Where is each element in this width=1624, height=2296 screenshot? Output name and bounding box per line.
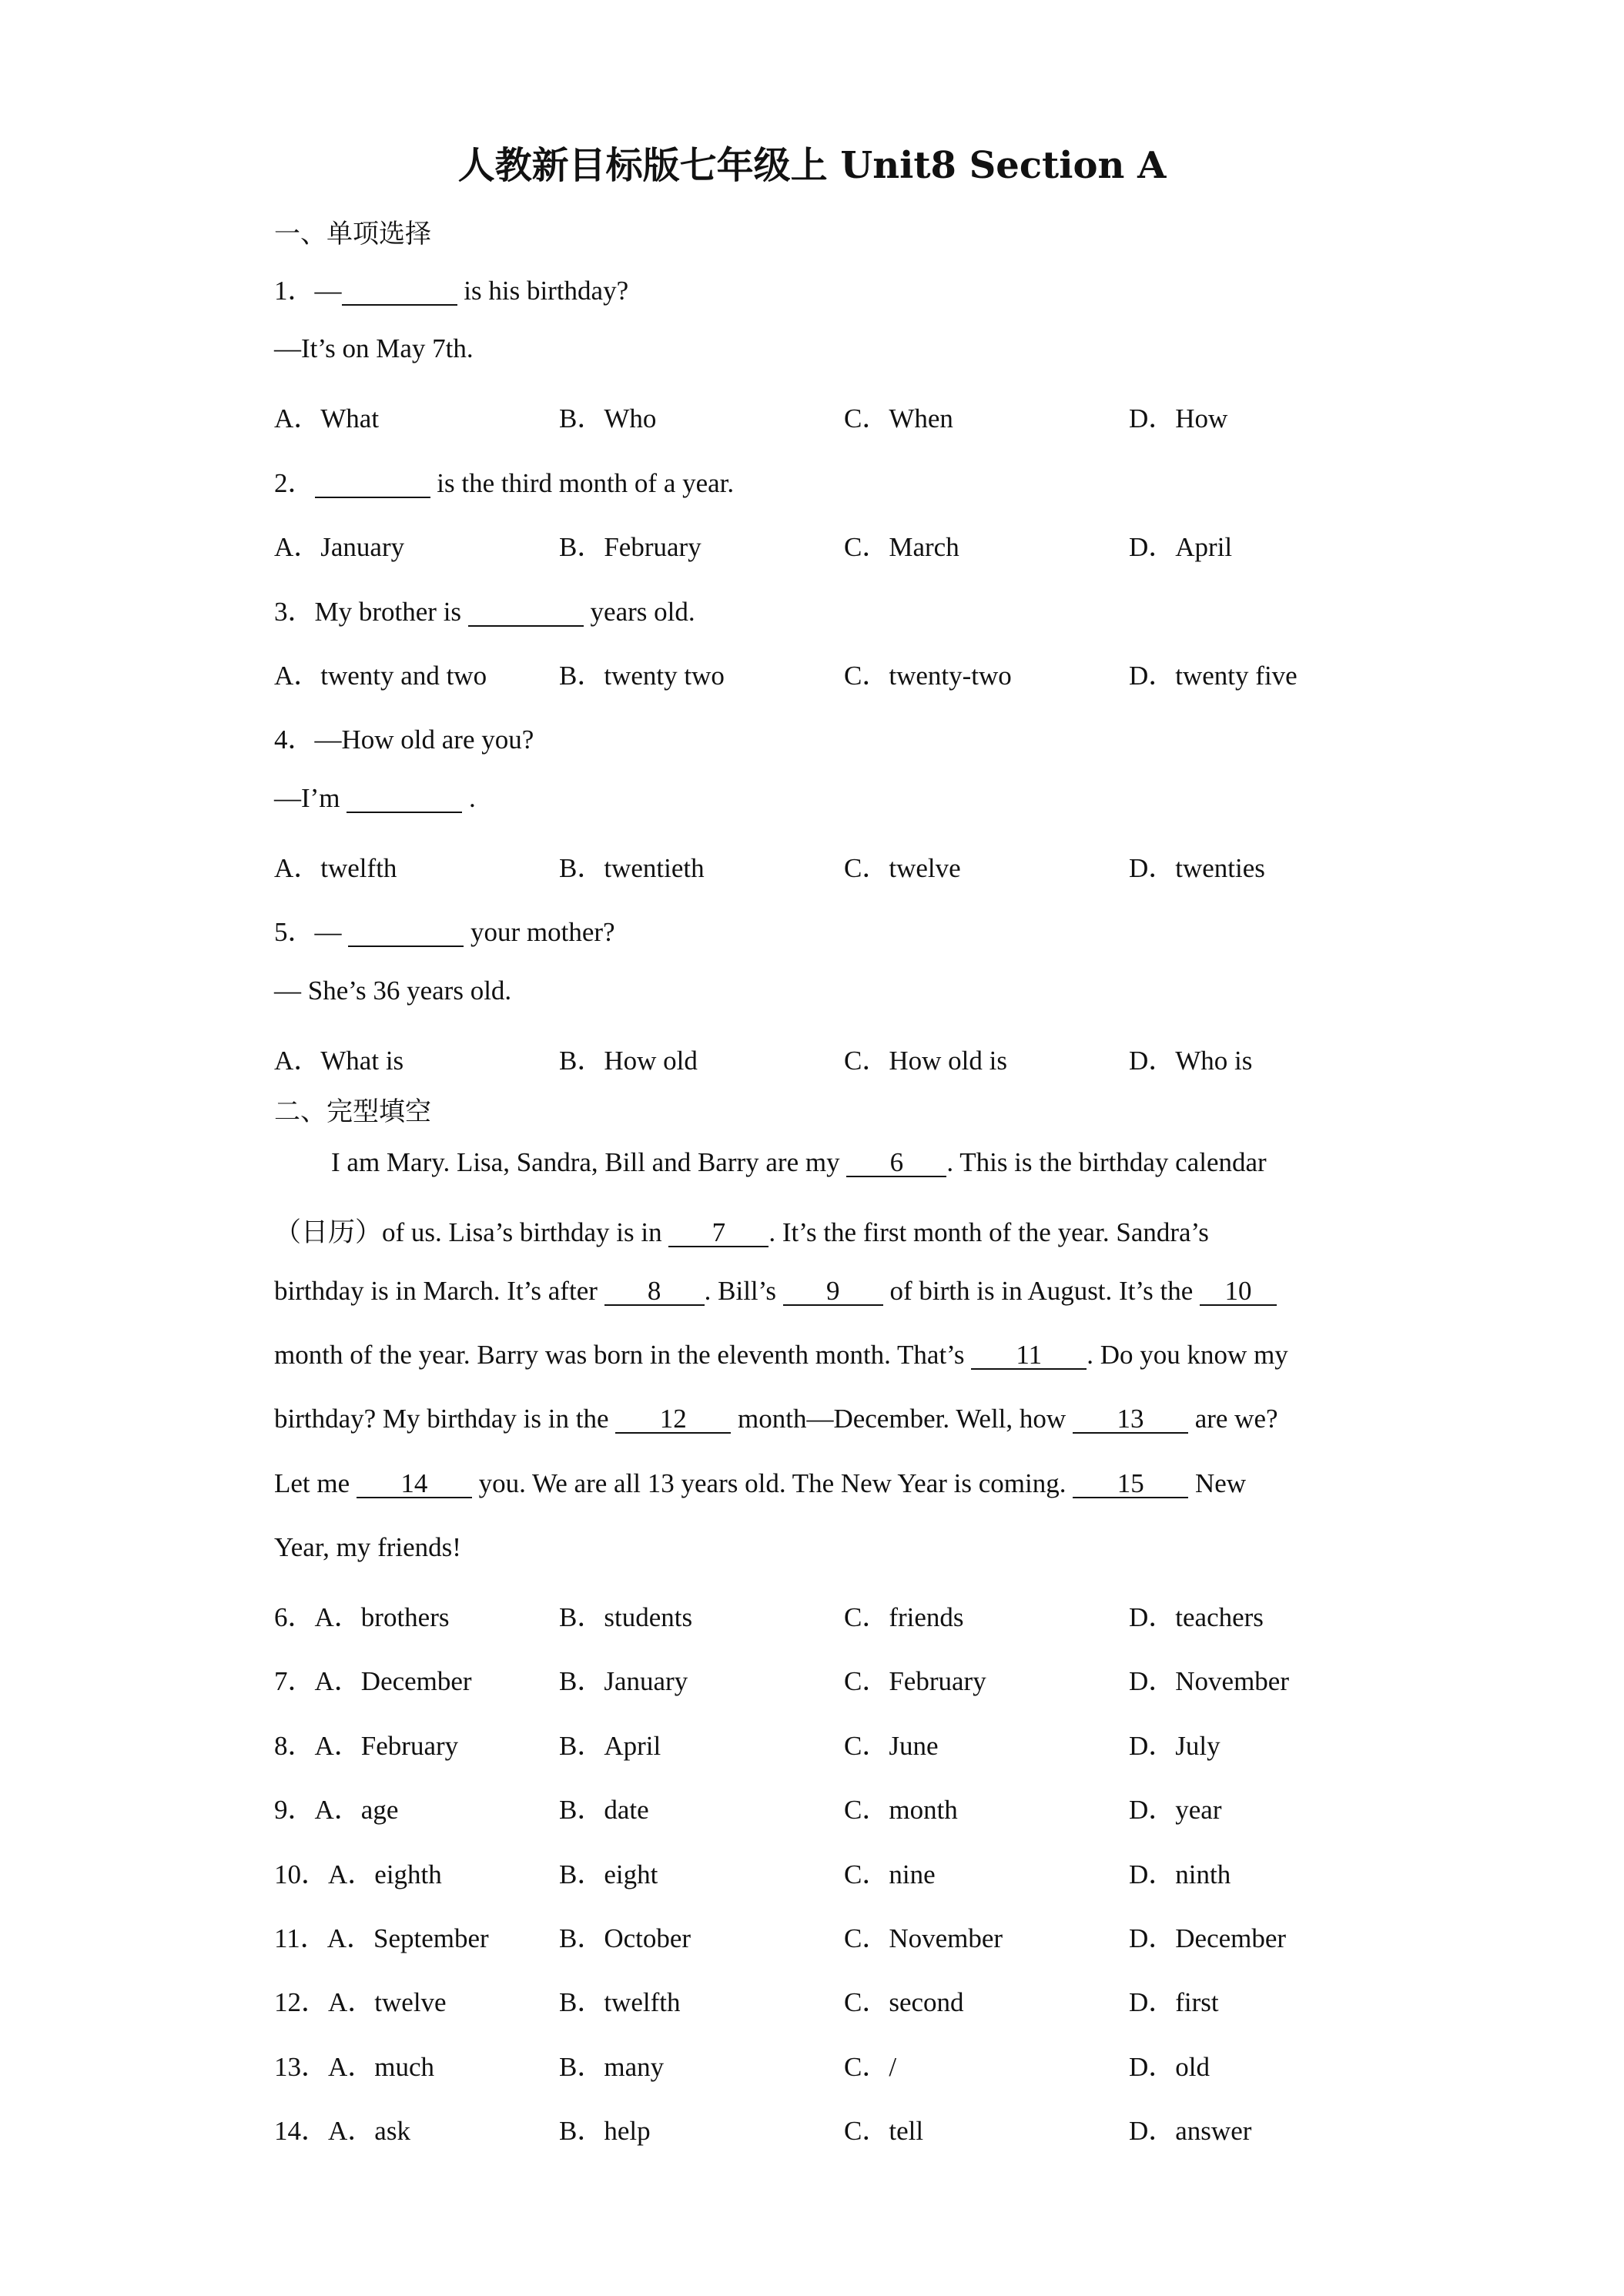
cloze-question-13-option-c[interactable]: C．/ — [844, 2052, 897, 2082]
cloze-question-8-option-b[interactable]: B．April — [559, 1731, 661, 1761]
cloze-question-number: 11． — [274, 1923, 327, 1953]
cloze-question-number: 6． — [274, 1602, 315, 1632]
cloze-question-11-option-a[interactable] — [274, 1917, 489, 1956]
cloze-question-11-option-d[interactable]: D．December — [1129, 1923, 1287, 1953]
answer-blank[interactable] — [468, 598, 584, 627]
question-1: 1．— is his birthday? — [274, 276, 629, 306]
cloze-question-12-option-a[interactable] — [274, 1981, 447, 2020]
cloze-question-6-option-c[interactable]: C．friends — [844, 1602, 964, 1632]
cloze-question-6-option-b[interactable]: B．students — [559, 1602, 693, 1632]
question-2: 2． is the third month of a year. — [274, 468, 735, 498]
cloze-question-9-option-a[interactable] — [274, 1789, 398, 1827]
cloze-option-text: A．age — [314, 1795, 399, 1825]
cloze-question-10-option-b[interactable]: B．eight — [559, 1859, 658, 1889]
cloze-option-text: A．brothers — [314, 1602, 450, 1632]
cloze-blank-15[interactable]: 15 — [1073, 1470, 1188, 1498]
passage-line-7: Year, my friends! — [274, 1532, 461, 1562]
section-heading-multiple-choice: 一、单项选择 — [274, 219, 431, 249]
cloze-blank-10[interactable]: 10 — [1200, 1277, 1277, 1306]
cloze-question-number: 7． — [274, 1666, 315, 1696]
cloze-option-text: A．December — [314, 1666, 472, 1696]
cloze-question-10-option-d[interactable]: D．ninth — [1129, 1859, 1231, 1889]
passage-line-3: birthday is in March. It’s after 8 . Bill’s 9 of birth is in August. It’s the 10 — [274, 1276, 1360, 1307]
cloze-question-12-option-b[interactable]: B．twelfth — [559, 1987, 681, 2017]
q5-option-d[interactable]: D．Who is — [1129, 1046, 1253, 1076]
q4-option-a[interactable]: A．twelfth — [274, 853, 397, 883]
cloze-question-9-option-c[interactable]: C．month — [844, 1795, 958, 1825]
cloze-option-text: A．much — [328, 2052, 435, 2082]
answer-blank[interactable] — [342, 277, 457, 306]
question-5-reply: — She’s 36 years old. — [274, 976, 512, 1006]
cloze-option-text: A．February — [314, 1731, 459, 1761]
cloze-question-number: 10． — [274, 1859, 329, 1889]
cloze-question-9-option-b[interactable]: B．date — [559, 1795, 649, 1825]
cloze-option-text: A．ask — [328, 2116, 410, 2146]
cloze-question-9-option-d[interactable]: D．year — [1129, 1795, 1222, 1825]
question-3: 3．My brother is years old. — [274, 597, 695, 627]
question-5: 5．— your mother? — [274, 917, 615, 947]
q5-option-a[interactable]: A．What is — [274, 1046, 404, 1076]
cloze-blank-11[interactable]: 11 — [971, 1341, 1087, 1370]
question-4: 4．—How old are you? — [274, 725, 534, 755]
section-heading-cloze: 二、完型填空 — [274, 1096, 431, 1127]
cloze-question-7-option-b[interactable]: B．January — [559, 1666, 688, 1696]
cloze-option-text: A．eighth — [328, 1859, 442, 1889]
cloze-question-14-option-d[interactable]: D．answer — [1129, 2116, 1252, 2146]
q1-option-a[interactable]: A．What — [274, 403, 380, 433]
passage-line-6: Let me 14 you. We are all 13 years old. The New Year is coming. 15 New — [274, 1468, 1247, 1498]
q1-option-b[interactable]: B．Who — [559, 403, 657, 433]
cloze-question-number: 9． — [274, 1795, 315, 1825]
cloze-question-14-option-c[interactable]: C．tell — [844, 2116, 924, 2146]
q2-option-c[interactable]: C．March — [844, 532, 959, 562]
question-1-reply: —It’s on May 7th. — [274, 333, 474, 363]
cloze-question-14-option-b[interactable]: B．help — [559, 2116, 651, 2146]
q3-option-b[interactable]: B．twenty two — [559, 661, 725, 691]
q2-option-b[interactable]: B．February — [559, 532, 702, 562]
cloze-question-8-option-a[interactable] — [274, 1725, 458, 1763]
cloze-question-13-option-d[interactable]: D．old — [1129, 2052, 1210, 2082]
q4-option-b[interactable]: B．twentieth — [559, 853, 705, 883]
q2-option-a[interactable]: A．January — [274, 532, 405, 562]
answer-blank[interactable] — [315, 470, 430, 498]
cloze-question-12-option-d[interactable]: D．first — [1129, 1987, 1219, 2017]
cloze-blank-9[interactable]: 9 — [783, 1277, 883, 1306]
cloze-option-text: A．twelve — [328, 1987, 447, 2017]
q1-option-c[interactable]: C．When — [844, 403, 953, 433]
cloze-question-number: 12． — [274, 1987, 329, 2017]
q4-option-c[interactable]: C．twelve — [844, 853, 961, 883]
q5-option-b[interactable]: B．How old — [559, 1046, 698, 1076]
cloze-question-13-option-b[interactable]: B．many — [559, 2052, 665, 2082]
q3-option-a[interactable]: A．twenty and two — [274, 661, 487, 691]
cloze-question-13-option-a[interactable] — [274, 2046, 434, 2084]
cloze-question-11-option-c[interactable]: C．November — [844, 1923, 1003, 1953]
q3-option-c[interactable]: C．twenty-two — [844, 661, 1012, 691]
passage-line-4: month of the year. Barry was born in the eleventh month. That’s 11 . Do you know my — [274, 1340, 1288, 1370]
q1-option-d[interactable]: D．How — [1129, 403, 1228, 433]
cloze-question-10-option-a[interactable] — [274, 1853, 442, 1892]
cloze-blank-12[interactable]: 12 — [615, 1405, 731, 1434]
page-title: 人教新目标版七年级上 Unit8 Section A — [457, 144, 1167, 187]
cloze-question-7-option-a[interactable] — [274, 1660, 472, 1699]
cloze-option-text: A．September — [326, 1923, 489, 1953]
cloze-question-8-option-d[interactable]: D．July — [1129, 1731, 1221, 1761]
q4-option-d[interactable]: D．twenties — [1129, 853, 1265, 883]
cloze-question-8-option-c[interactable]: C．June — [844, 1731, 939, 1761]
cloze-blank-7[interactable]: 7 — [668, 1219, 768, 1247]
cloze-question-7-option-d[interactable]: D．November — [1129, 1666, 1290, 1696]
cloze-question-11-option-b[interactable]: B．October — [559, 1923, 691, 1953]
cloze-question-12-option-c[interactable]: C．second — [844, 1987, 964, 2017]
cloze-blank-13[interactable]: 13 — [1073, 1405, 1188, 1434]
cloze-question-14-option-a[interactable] — [274, 2110, 410, 2148]
cloze-blank-14[interactable]: 14 — [357, 1470, 472, 1498]
q5-option-c[interactable]: C．How old is — [844, 1046, 1007, 1076]
passage-line-5: birthday? My birthday is in the 12 month—December. Well, how 13 are we? — [274, 1404, 1278, 1434]
q2-option-d[interactable]: D．April — [1129, 532, 1233, 562]
cloze-question-7-option-c[interactable]: C．February — [844, 1666, 986, 1696]
question-4-reply: —I’m . — [274, 783, 476, 813]
cloze-question-6-option-a[interactable] — [274, 1596, 449, 1635]
passage-line-1: I am Mary. Lisa, Sandra, Bill and Barry are my 6 . This is the birthday calendar — [331, 1147, 1267, 1177]
cloze-blank-8[interactable]: 8 — [604, 1277, 705, 1306]
answer-blank[interactable] — [347, 785, 462, 813]
answer-blank[interactable] — [348, 919, 464, 947]
cloze-question-10-option-c[interactable]: C．nine — [844, 1859, 936, 1889]
q3-option-d[interactable]: D．twenty five — [1129, 661, 1298, 691]
cloze-question-number: 8． — [274, 1731, 315, 1761]
cloze-question-number: 14． — [274, 2116, 329, 2146]
cloze-question-number: 13． — [274, 2052, 329, 2082]
cloze-blank-6[interactable]: 6 — [846, 1149, 946, 1177]
passage-line-2: （日历）of us. Lisa’s birthday is in 7 . It’s the first month of the year. Sandra’s — [274, 1217, 1209, 1247]
cloze-question-6-option-d[interactable]: D．teachers — [1129, 1602, 1264, 1632]
